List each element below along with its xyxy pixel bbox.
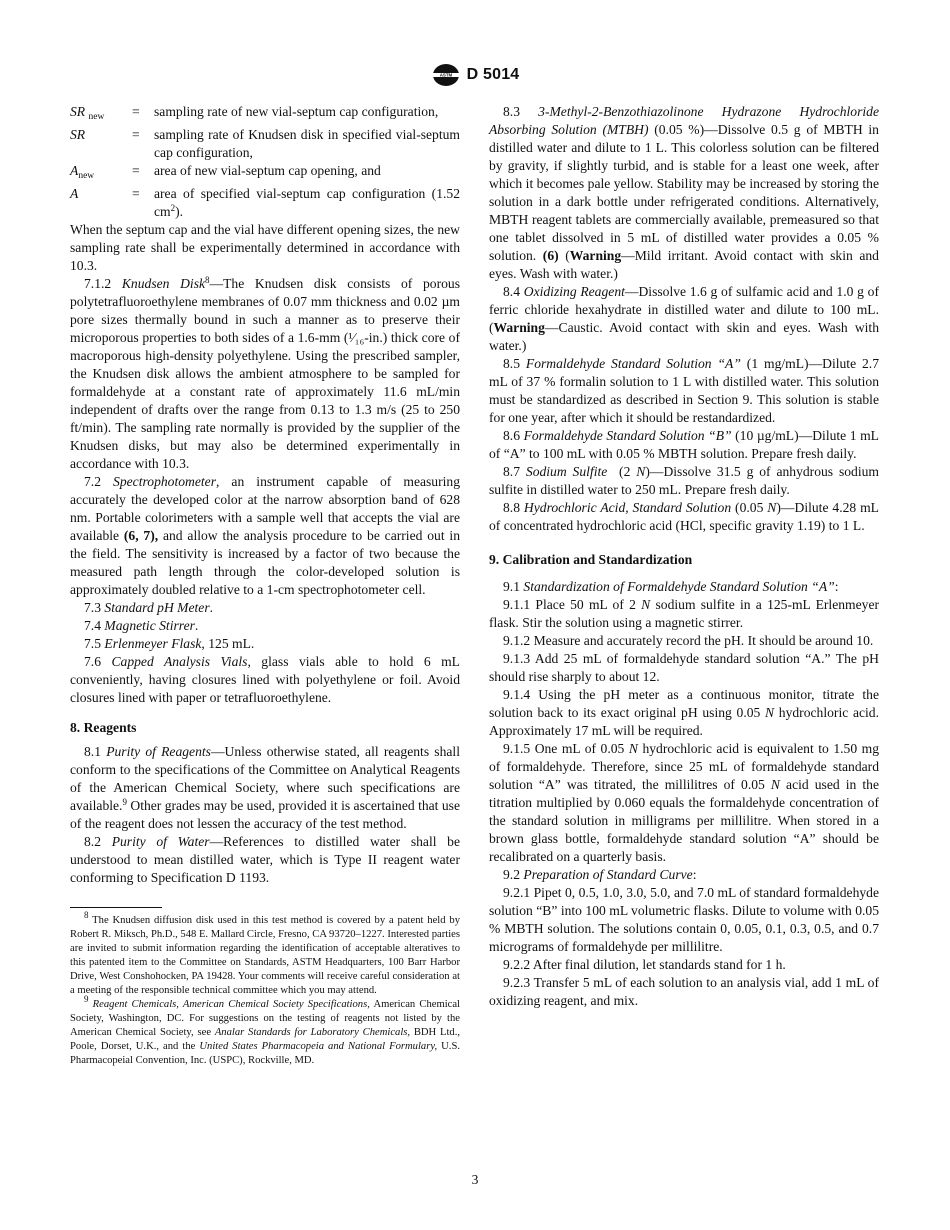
paragraph-8-1: 8.1 Purity of Reagents—Unless otherwise stated, all reagents shall conform to the specifications of the Committee on Analytical Reagents of the American Chemical Society, where such specifications are available.$^9$ Other grades may be used, provided it is ascertained that use of the reagent does not lessen the accuracy of the test method. xyxy=(70,744,460,831)
warning-label: Warning xyxy=(569,248,622,263)
definition-row xyxy=(70,162,460,185)
paragraph: When the septum cap and the vial have different opening sizes, the new sampling rate shall be experimentally determined in accordance with 10.3. xyxy=(70,222,460,273)
footnote-ref[interactable]: 8 xyxy=(205,275,210,285)
paragraph-7-4: 7.4 Magnetic Stirrer. xyxy=(84,618,199,633)
reference-citation[interactable]: (6, 7), xyxy=(123,528,159,543)
paragraph-9-2-2: 9.2.2 After final dilution, let standards stand for 1 h. xyxy=(503,957,786,972)
definition-row xyxy=(70,185,460,221)
page-number: 3 xyxy=(471,1172,479,1187)
definition-row xyxy=(70,103,460,126)
paragraph-7-5: 7.5 Erlenmeyer Flask, 125 mL. xyxy=(84,636,255,651)
def-text: sampling rate of new vial-septum cap configuration, xyxy=(154,104,439,119)
left-column xyxy=(70,103,460,1068)
def-text-end: ). xyxy=(175,204,184,219)
paragraph-8-5: 8.5 Formaldehyde Standard Solution “A” (1 mg/mL)—Dilute 2.7 mL of 37 % formalin solution to 1 L with distilled water. This solution must be standardized as described in Section 9. This solution is stable for one year, after which it should be restandardized. xyxy=(489,356,879,425)
paragraph-7-6: 7.6 Capped Analysis Vials, glass vials able to hold 6 mL conveniently, having closures lined with polyethylene or foil. Avoid closures lined with paper or tetrafluoroethylene. xyxy=(70,654,460,705)
paragraph-9-1: 9.1 Standardization of Formaldehyde Standard Solution “A”: xyxy=(503,579,839,594)
paragraph-8-2: 8.2 Purity of Water—References to distilled water shall be understood to mean distilled water, which is Type II reagent water conforming to Specification D 1193. xyxy=(70,834,461,885)
astm-logo-text: ASTM xyxy=(439,72,452,78)
paragraph-9-1-2: 9.1.2 Measure and accurately record the pH. It should be around 10. xyxy=(503,633,874,648)
warning-label: Warning xyxy=(493,320,545,335)
def-subscript: new xyxy=(78,171,95,181)
def-equals: = xyxy=(132,104,140,119)
def-text: sampling rate of Knudsen disk in specified vial-septum cap configuration, xyxy=(154,127,460,160)
section-heading-calibration: 9. Calibration and Standardization xyxy=(489,552,693,567)
def-subscript: new xyxy=(88,112,105,122)
definition-row xyxy=(70,126,460,162)
def-symbol: SR xyxy=(70,104,86,119)
paragraph-8-3: 8.3 3-Methyl-2-Benzothiazolinone Hydrazone Hydrochloride Absorbing Solution (MTBH) (0.05 %)—Dissolve 0.5 g of MBTH in distilled water and dilute to 1 L. This colorless solution can be filtered by gravity, if slightly turbid, and is stable for a least one week, after which it becomes pale yellow. Stability may be increased by storing the solution in a dark bottle under refrigerated conditions. Alternatively, MBTH reagent tablets are commercially available, premeasured so that one tablet dissolved in 5 mL of distilled water provides a 0.05 % solution. (6) (Warning—Mild irritant. Avoid contact with skin and eyes. Wash with water.) xyxy=(489,104,879,281)
paragraph-8-4: 8.4 Oxidizing Reagent—Dissolve 1.6 g of sulfamic acid and 1.0 g of ferric chloride hexahydrate in distilled water and dilute to 100 mL. (Warning—Caustic. Avoid contact with skin and eyes. Wash with water.) xyxy=(489,284,879,353)
paragraph-9-1-4: 9.1.4 Using the pH meter as a continuous monitor, titrate the solution back to its exact original pH using 0.05 N hydrochloric acid. Approximately 17 mL will be required. xyxy=(489,687,879,738)
def-equals: = xyxy=(132,163,140,178)
page-header xyxy=(0,62,950,88)
astm-logo-icon xyxy=(431,62,461,88)
def-text: area of new vial-septum cap opening, and xyxy=(154,163,381,178)
paragraph-9-2: 9.2 Preparation of Standard Curve: xyxy=(503,867,697,882)
document-designation: D 5014 xyxy=(466,66,520,83)
superscript: 2 xyxy=(170,203,176,213)
symbol-definitions xyxy=(70,103,460,221)
reference-citation[interactable]: (6) xyxy=(542,248,559,263)
paragraph-9-1-5: 9.1.5 One mL of 0.05 N hydrochloric acid is equivalent to 1.50 mg of formaldehyde. Therefore, since 25 mL of formaldehyde standard solution “A” was titrated, the millilitres of 0.05 N acid used in the titration multiplied by 0.060 equals the formaldehyde concentration of the standard solution in milligrams per millilitre. When stored in a brown glass bottle, formaldehyde standard solution “A” should be recalibrated on a quarterly basis. xyxy=(489,741,879,864)
def-equals: = xyxy=(132,186,140,201)
paragraph-9-2-1: 9.2.1 Pipet 0, 0.5, 1.0, 3.0, 5.0, and 7.0 mL of standard formaldehyde solution “B” into 100 mL volumetric flasks. Dilute to volume with 0.05 % MBTH solution. The solutions contain 0, 0.05, 0.1, 0.3, 0.5, and 0.7 micrograms of formaldehyde per millilitre. xyxy=(489,885,879,954)
paragraph-7-2: 7.2 Spectrophotometer, an instrument capable of measuring accurately the developed color at the narrow absorption band of 628 nm. Portable colorimeters with a sample well that accepts the vial are available (6, 7), and allow the analysis procedure to be carried out in the field. The sensitivity is increased by a factor of two because the measured path length through the color-developed solution is approximately doubled relative to a 1-cm spectrophotometer cell. xyxy=(70,474,460,597)
section-heading-reagents: 8. Reagents xyxy=(70,720,137,735)
paragraph-9-2-3: 9.2.3 Transfer 5 mL of each solution to an analysis vial, add 1 mL of oxidizing reagent, and mix. xyxy=(489,975,879,1008)
paragraph-8-8: 8.8 Hydrochloric Acid, Standard Solution (0.05 N)—Dilute 4.28 mL of concentrated hydrochloric acid (HCl, specific gravity 1.19) to 1 L. xyxy=(489,500,879,533)
right-column xyxy=(489,103,879,1010)
paragraph-8-6: 8.6 Formaldehyde Standard Solution “B” (10 µg/mL)—Dilute 1 mL of “A” to 100 mL with 0.05 % MBTH solution. Prepare fresh daily. xyxy=(489,428,879,461)
footnote-9: $^9$ Reagent Chemicals, American Chemical Society Specifications, American Chemical Society, Washington, DC. For suggestions on the testing of reagents not listed by the American Chemical Society, see Analar Standards for Laboratory Chemicals, BDH Ltd., Poole, Dorset, U.K., and the United States Pharmacopeia and National Formulary, U.S. Pharmacopeial Convention, Inc. (USPC), Rockville, MD. xyxy=(70,994,461,1066)
paragraph-7-1-2: 7.1.2 Knudsen Disk$^8$—The Knudsen disk consists of porous polytetrafluoroethylene membranes of 0.07 mm thickness and 0.02 µm pore sizes thermally bound in such a manner as to preserve their microporous properties to both sides of a 1.6-mm (¹⁄₁₆-in.) thick core of macroporous high-density polyethylene. Using the prescribed sampler, the Knudsen disk allows the ambient atmosphere to be sampled for formaldehyde at a constant rate of approximately 11.6 mL/min independent of drafts over the range from 0.13 to 1.3 m/s (25 to 250 ft/min). The sampling rate normally is provided by the supplier of the Knudsen disks, but may also be determined experimentally in accordance with 10.3. xyxy=(70,275,460,471)
paragraph-9-1-1: 9.1.1 Place 50 mL of 2 N sodium sulfite in a 125-mL Erlenmeyer flask. Stir the solution using a magnetic stirrer. xyxy=(489,597,880,630)
footnote-ref[interactable]: 9 xyxy=(122,797,127,807)
paragraph-8-7: 8.7 Sodium Sulfite (2 N)—Dissolve 31.5 g of anhydrous sodium sulfite in distilled water to 250 mL. Prepare fresh daily. xyxy=(489,464,880,497)
paragraph-7-3: 7.3 Standard pH Meter. xyxy=(84,600,214,615)
footnote-8: $^8$ The Knudsen diffusion disk used in this test method is covered by a patent held by Robert R. Miksch, Ph.D., 548 E. Mallard Circle, Fresno, CA 93720–1227. Interested parties are invited to submit information regarding the identification of acceptable alteratives to this patented item to the Committee on Standards, ASTM Headquarters, 100 Barr Harbor Drive, West Conshohocken, PA 19428. Your comments will receive careful consideration at a meeting of the responsible technical committee which you may attend. xyxy=(70,910,460,996)
paragraph-9-1-3: 9.1.3 Add 25 mL of formaldehyde standard solution “A.” The pH should rise sharply to about 12. xyxy=(489,651,879,684)
def-text: area of specified vial-septum cap configuration (1.52 cm xyxy=(154,186,460,219)
footnote-divider xyxy=(70,907,162,908)
def-equals: = xyxy=(132,127,140,142)
def-symbol: A xyxy=(70,163,79,178)
def-symbol: SR xyxy=(70,127,86,142)
def-symbol: A xyxy=(70,186,79,201)
